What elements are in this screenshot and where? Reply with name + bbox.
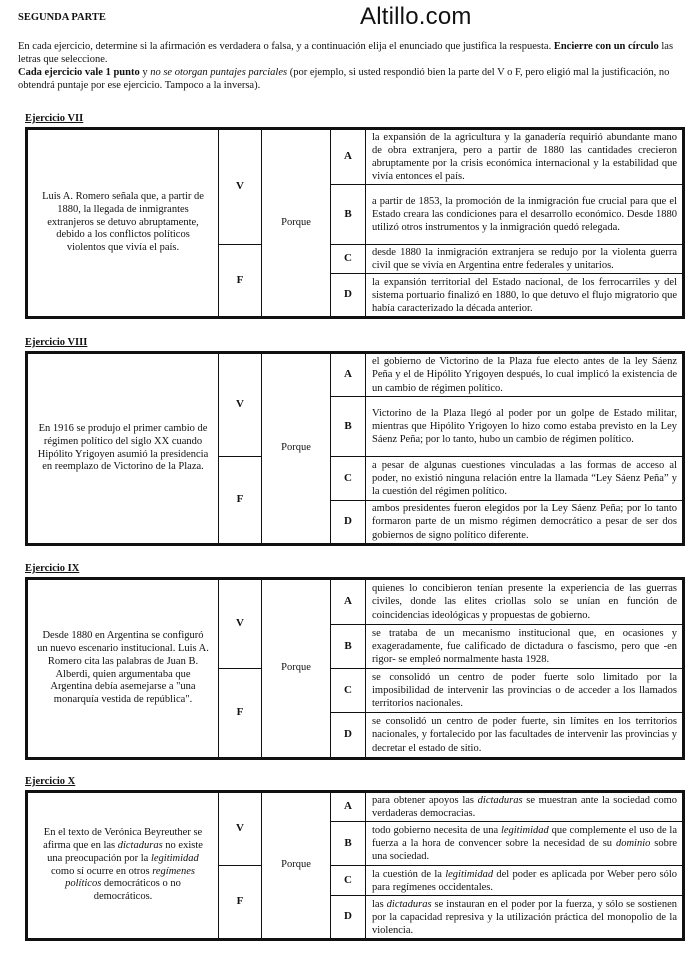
porque-label: Porque: [262, 129, 331, 318]
porque-label: Porque: [262, 792, 331, 940]
intro-text: (por ejemplo, si usted respondió bien la parte del V o F, pero eligió mal la justificación, no obtendrá puntaje por ese ejercicio. Tampoco a la inversa).: [18, 67, 670, 92]
statement: Desde 1880 en Argentina se configuró un nuevo escenario institucional. Luis A. Romero cita las palabras de Juan B. Alberdi, quien argumentaba que Argentina debía asemejarse a "una monarquía vestida de república".: [27, 579, 219, 759]
option-text: a partir de 1853, la promoción de la inmigración fue crucial para que el Estado creara las condiciones para el desarrollo económico. Desde 1880 utilizó otros instrumentos y la inmigración quedó relegada.: [366, 185, 684, 245]
instructions: [18, 40, 690, 93]
option-letter-c[interactable]: C: [331, 866, 366, 896]
intro-bold-text: Encierre con un círculo: [553, 41, 659, 52]
statement-text: no existe una preocupación por la: [47, 839, 203, 864]
option-letter-c[interactable]: C: [331, 669, 366, 713]
statement-text: democráticos o no democráticos.: [93, 878, 181, 903]
option-italic: legitimidad: [500, 825, 549, 836]
option-letter-b[interactable]: B: [331, 625, 366, 669]
exercise-title: Ejercicio IX: [25, 563, 80, 574]
intro-bold-text: Cada ejercicio vale 1 punto: [18, 67, 140, 79]
option-text: [366, 822, 684, 866]
option-text: el gobierno de Victorino de la Plaza fue electo antes de la ley Sáenz Peña y el de Hipólito Yrigoyen después, lo cual implicó la existencia de un cambio de régimen político.: [366, 353, 684, 397]
option-text-part: se instauran en el poder por la fuerza, y sólo se sostienen por la capacidad represiva y la utilización práctica del monopolio de la violencia.: [372, 898, 677, 936]
statement-italic: legitimidad: [150, 852, 199, 864]
exercise-table: [25, 790, 685, 941]
option-letter-b[interactable]: B: [331, 822, 366, 866]
porque-label: Porque: [262, 579, 331, 759]
intro-text: En cada ejercicio, determine si la afirmación es verdadera o falsa, y a continuación elija el enunciado que justifica la respuesta.: [18, 41, 554, 52]
option-text: la expansión territorial del Estado nacional, de los ferrocarriles y del sistema portuario finalizó en 1880, lo que detuvo el flujo migratorio que había caracterizado la década anterior.: [366, 274, 684, 318]
option-letter-d[interactable]: D: [331, 501, 366, 545]
option-italic: dominio: [615, 838, 651, 850]
option-text-part: para obtener apoyos las: [372, 795, 478, 806]
false-option[interactable]: F: [219, 457, 262, 545]
true-option[interactable]: V: [219, 129, 262, 245]
option-text-part: se muestran ante la sociedad como verdaderas democracias.: [372, 795, 677, 820]
statement: En 1916 se produjo el primer cambio de régimen político del siglo XX cuando Hipólito Yrigoyen asumió la presidencia en reemplazo de Victorino de la Plaza.: [27, 353, 219, 545]
false-option[interactable]: F: [219, 669, 262, 759]
option-letter-d[interactable]: D: [331, 274, 366, 318]
option-letter-d[interactable]: D: [331, 713, 366, 759]
statement-text: como sí ocurre en otros: [51, 865, 153, 877]
true-option[interactable]: V: [219, 792, 262, 866]
exercise-title: Ejercicio VII: [25, 113, 84, 124]
option-italic: dictaduras: [386, 898, 432, 910]
option-text: [366, 792, 684, 822]
statement-italic: dictaduras: [117, 839, 163, 851]
exercise-10: [25, 776, 685, 941]
option-text: Victorino de la Plaza llegó al poder por un golpe de Estado militar, mientras que Hipólito Yrigoyen lo hizo como estaba previsto en la Ley Sáenz Peña; por lo tanto, hubo un cambio de régimen político.: [366, 397, 684, 457]
option-text-part: que complemente el uso de la fuerza a la hora de convencer sobre la necesidad de su: [372, 825, 678, 850]
option-text: desde 1880 la inmigración extranjera se redujo por la violenta guerra civil que se vivía en Argentina entre federales y unitarios.: [366, 245, 684, 274]
watermark-logo: Altillo.com: [360, 3, 472, 30]
porque-label: Porque: [262, 353, 331, 545]
option-text: la expansión de la agricultura y la ganadería requirió abundante mano de obra extranjera, pero a partir de 1880 las cantidades crecieron abruptamente por la crisis económica internacional y la estabilidad que vivía entonces el país.: [366, 129, 684, 185]
exercise-title: Ejercicio VIII: [25, 337, 88, 348]
option-letter-a[interactable]: A: [331, 792, 366, 822]
option-letter-b[interactable]: B: [331, 397, 366, 457]
section-title: SEGUNDA PARTE: [18, 12, 106, 23]
exercise-9: [25, 563, 685, 760]
option-text: ambos presidentes fueron elegidos por la Ley Sáenz Peña; por lo tanto formaron parte de un mismo régimen democrático a pesar de ser dos gobiernos de signo político diferente.: [366, 501, 684, 545]
exercise-table: [25, 351, 685, 546]
intro-italic-text: no se otorgan puntajes parciales: [150, 67, 288, 79]
exercise-7: [25, 113, 685, 319]
option-text: se consolidó un centro de poder fuerte, sin límites en los territorios nacionales, y fortalecido por las facultades de intervenir las provincias y decretar el estado de sitio.: [366, 713, 684, 759]
option-text-part: las: [372, 898, 387, 910]
option-text-part: del poder es aplicada por Weber pero sólo para regímenes occidentales.: [372, 868, 677, 893]
option-text: [366, 896, 684, 940]
false-option[interactable]: F: [219, 866, 262, 940]
option-letter-d[interactable]: D: [331, 896, 366, 940]
exercise-table: [25, 127, 685, 319]
option-text: se trataba de un mecanismo institucional que, en ocasiones y exageradamente, fue calificado de dictadura o fascismo, pero que -en rigor- se empleó normalmente hasta 1928.: [366, 625, 684, 669]
statement: Luis A. Romero señala que, a partir de 1880, la llegada de inmigrantes extranjeros se detuvo abruptamente, debido a los conflictos políticos violentos que vivía el país.: [27, 129, 219, 318]
intro-text: las letras que seleccione.: [18, 41, 674, 66]
option-text: se consolidó un centro de poder fuerte solo limitado por la imposibilidad de intervenir las provincias o de acceder a los llamados territorios nacionales.: [366, 669, 684, 713]
intro-text: y: [139, 67, 151, 79]
exercise-8: [25, 337, 685, 546]
true-option[interactable]: V: [219, 353, 262, 457]
option-text-part: sobre una sociedad.: [372, 838, 677, 863]
statement-text: En el texto de Verónica Beyreuther se afirma que en las: [43, 827, 203, 851]
option-text-part: la cuestión de la: [372, 868, 446, 880]
option-letter-a[interactable]: A: [331, 353, 366, 397]
exercise-title: Ejercicio X: [25, 776, 76, 787]
option-italic: legitimidad: [445, 868, 494, 880]
statement: [27, 792, 219, 940]
option-text: a pesar de algunas cuestiones vinculadas a las formas de acceso al poder, no existió ninguna relación entre la llamada “Ley Sáenz Peña” y la cuestión del régimen político.: [366, 457, 684, 501]
option-text: quienes lo concibieron tenían presente la experiencia de las guerras civiles, donde las elites criollas solo se unían en función de coincidencias ideológicas y propuestas de gobierno.: [366, 579, 684, 625]
option-italic: dictaduras: [477, 795, 523, 806]
true-option[interactable]: V: [219, 579, 262, 669]
option-letter-c[interactable]: C: [331, 245, 366, 274]
option-letter-a[interactable]: A: [331, 579, 366, 625]
statement-italic: regímenes políticos: [65, 865, 195, 890]
option-letter-a[interactable]: A: [331, 129, 366, 185]
option-letter-b[interactable]: B: [331, 185, 366, 245]
option-letter-c[interactable]: C: [331, 457, 366, 501]
option-text: [366, 866, 684, 896]
exercise-table: [25, 577, 685, 760]
false-option[interactable]: F: [219, 245, 262, 318]
option-text-part: todo gobierno necesita de una: [372, 825, 501, 836]
